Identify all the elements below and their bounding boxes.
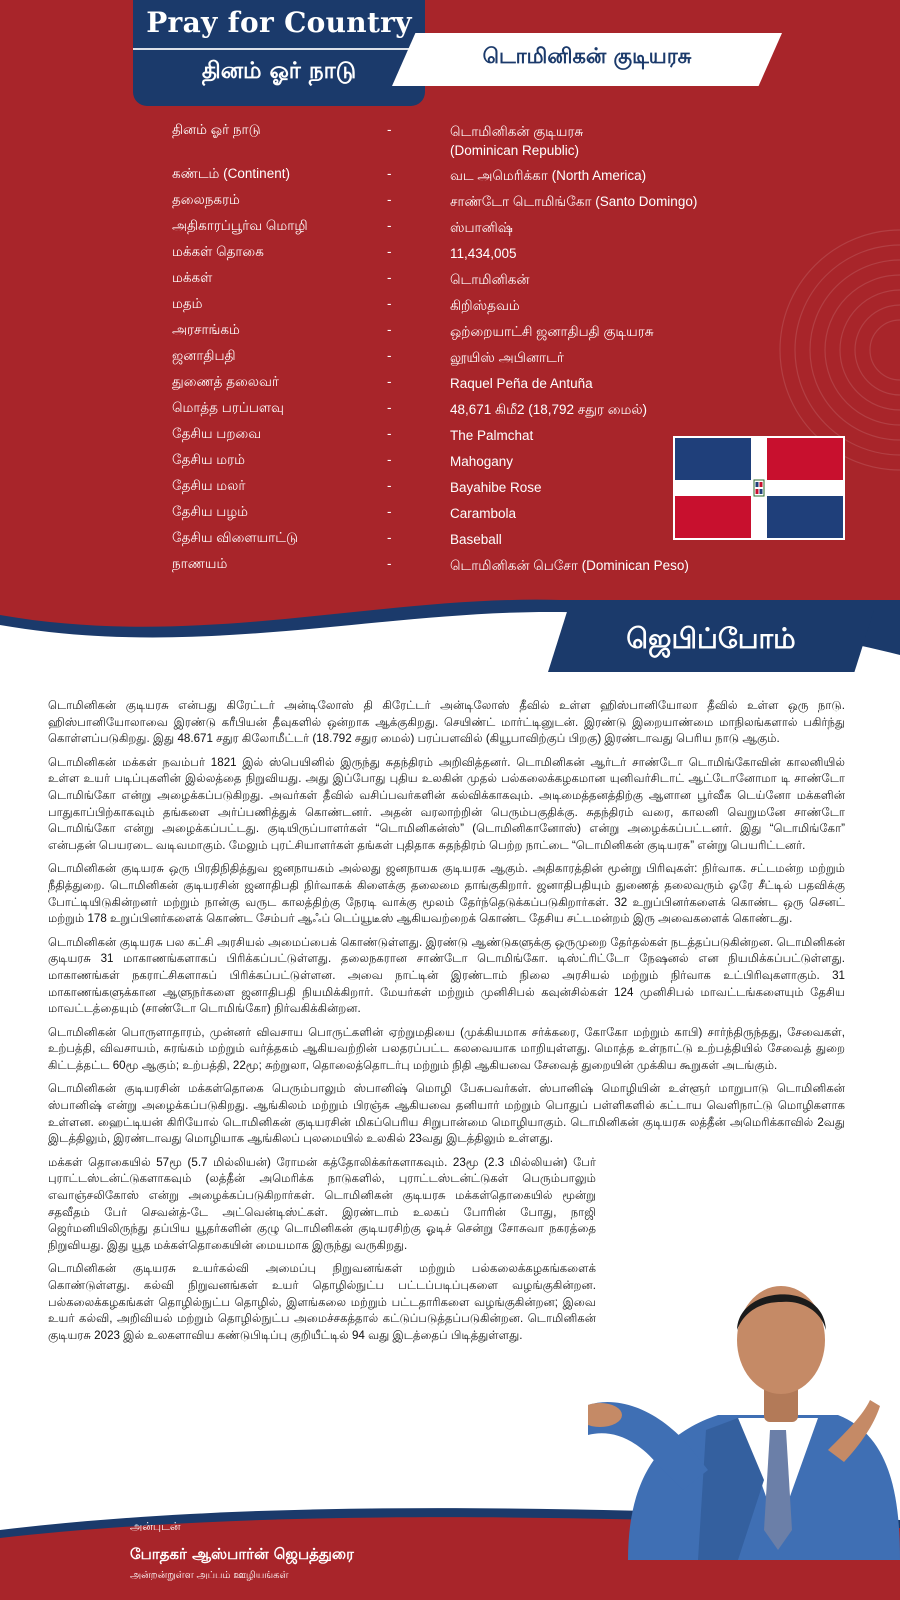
- fact-separator: -: [387, 556, 392, 571]
- fact-separator: -: [387, 426, 392, 441]
- fact-separator: -: [387, 478, 392, 493]
- pastor-photo: [588, 1230, 900, 1560]
- fact-row: [172, 190, 732, 216]
- fact-row: [172, 120, 732, 164]
- fact-label: மொத்த பரப்பளவு: [172, 400, 284, 415]
- fact-row: [172, 476, 732, 502]
- fact-label: அதிகாரப்பூர்வ மொழி: [172, 218, 308, 233]
- fact-value: Bayahibe Rose: [450, 480, 542, 495]
- fact-label: தேசிய பழம்: [172, 504, 249, 519]
- signature-role: அன்றன்றுள்ள அப்பம் ஊழியங்கள்: [130, 1570, 289, 1581]
- fact-value: ஸ்பானிஷ்: [450, 220, 513, 235]
- fact-label: தினம் ஓர் நாடு: [172, 122, 261, 137]
- fact-value: லூயிஸ் அபினாடர்: [450, 350, 564, 365]
- fact-label: தேசிய மரம்: [172, 452, 245, 467]
- fact-label: மதம்: [172, 296, 203, 311]
- fact-separator: -: [387, 400, 392, 415]
- fact-label: மக்கள் தொகை: [172, 244, 264, 259]
- signature-name: போதகர் ஆஸ்பார்ன் ஜெபத்துரை: [130, 1545, 354, 1563]
- pray-heading: ஜெபிப்போம்: [626, 622, 796, 655]
- fact-value: [450, 122, 750, 160]
- fact-separator: -: [387, 244, 392, 259]
- fact-label: தேசிய பறவை: [172, 426, 262, 441]
- fact-value: Raquel Peña de Antuña: [450, 376, 593, 391]
- fact-separator: -: [387, 374, 392, 389]
- country-title: டொமினிகன் குடியரசு: [482, 44, 692, 68]
- fact-separator: -: [387, 218, 392, 233]
- article-paragraph: டொமினிகன் குடியரசு உயர்கல்வி அமைப்பு நிறுவனங்கள் மற்றும் பல்கலைக்கழகங்களைக் கொண்டுள்ளது. கல்வி நிறுவனங்கள் உயர் தொழில்நுட்ப பட்டப்படிப்புகளை வழங்குகின்றன. பல்கலைக்கழகங்கள் தொழில்நுட்ப தொழில், இளங்கலை மற்றும் பட்டதாரிகளை வழங்குகின்றன; இவை உயர் கல்வி, அறிவியல் மற்றும் தொழில்நுட்ப அமைச்சகத்தால் கட்டுப்படுத்தப்படுகின்றன. டொமினிகன் குடியரசு 2023 இல் உலகளாவிய கண்டுபிடிப்பு குறியீட்டில் 94 வது இடத்தைப் பிடித்துள்ளது.: [48, 1262, 596, 1342]
- fact-row: [172, 502, 732, 528]
- fact-value: வட அமெரிக்கா (North America): [450, 168, 647, 183]
- fact-value: சாண்டோ டொமிங்கோ (Santo Domingo): [450, 194, 698, 209]
- fact-separator: -: [387, 296, 392, 311]
- fact-row: [172, 554, 732, 580]
- article-paragraph: டொமினிகன் மக்கள் நவம்பர் 1821 இல் ஸ்பெயினில் இருந்து சுதந்திரம் அறிவித்தனர். டொமினிகன் ஆர்டர் சாண்டோ டொமிங்கோவின் காலனியில் உள்ள உயர் படிப்புகளின் இல்லத்தை நிறுவியது. அது இப்போது புதிய உலகின் முதல் பல்கலைக்கழகமான யுனிவர்சிடாட் ஆட்டோனோமா டி சாண்டோ டொமிங்கோ என்று அழைக்கப்படுகிறது. அவர்கள் தீவில் வசிப்பவர்களின் கல்விக்காகவும். அடிமைத்தனத்திற்கு ஆளான பூர்வீக டெய்னோ மக்களின் பாதுகாப்பிற்காகவும் தங்களை அர்ப்பணித்துக் கொண்டனர். அதன் வரலாற்றின் பெரும்பகுதிக்கு. சுதந்திரம் வரை, காலனி வெறுமனே சாண்டோ டொமிங்கோ என்று அழைக்கப்பட்டது. குடியிருப்பாளர்கள் “டொமினிகன்ஸ்” (டொமினிகானோஸ்) என்று அழைக்கப்பட்டனர். இது “டொமிங்கோ” என்பதன் பெயரடை வடிவமாகும். மேலும் புரட்சியாளர்கள் தங்கள் புதிதாக சுதந்திரம் பெற்ற நாட்டை “டொமினிகன் குடியரசு” என்று பெயரிட்டனர்.: [48, 755, 845, 852]
- fact-separator: -: [387, 348, 392, 363]
- fact-value: டொமினிகன்: [450, 272, 530, 287]
- fact-value: The Palmchat: [450, 428, 534, 443]
- article-paragraph: டொமினிகன் குடியரசு பல கட்சி அரசியல் அமைப்பைக் கொண்டுள்ளது. இரண்டு ஆண்டுகளுக்கு ஒருமுறை தேர்தல்கள் நடத்தப்படுகின்றன. டொமினிகன் குடியரசு 31 மாகாணங்களாகப் பிரிக்கப்பட்டுள்ளது. தலைநகரான சாண்டோ டொமிங்கோ. டிஸ்ட்ரிட்டோ நேஷனல் என நியமிக்கப்பட்டுள்ளது. மாகாணங்கள் நகராட்சிகளாகப் பிரிக்கப்பட்டுள்ளன. அவை நாட்டின் இரண்டாம் நிலை அரசியல் மற்றும் நிர்வாக உட்பிரிவுகளாகும். 31 மாகாணங்களுக்கான ஆளுநர்களை ஜனாதிபதி நியமிக்கிறார். மேயர்கள் மற்றும் முனிசிபல் கவுன்சில்கள் 124 முனிசிபல் மாவட்டங்களையும் தேசிய மாவட்டத்தையும் (சாண்டோ டொமிங்கோ) நிர்வகிக்கின்றன.: [48, 935, 845, 1016]
- header-badge: [133, 0, 425, 106]
- fact-row: [172, 294, 732, 320]
- dominican-flag-image: [673, 436, 845, 540]
- fact-label: நாணயம்: [172, 556, 228, 571]
- fact-separator: -: [387, 504, 392, 519]
- fact-separator: -: [387, 122, 392, 137]
- fact-value: Mahogany: [450, 454, 514, 469]
- fact-value-line: டொமினிகன் குடியரசு: [450, 124, 584, 139]
- fact-value: 48,671 கிமீ2 (18,792 சதுர மைல்): [450, 402, 648, 417]
- article-paragraph: டொமினிகன் பொருளாதாரம், முன்னர் விவசாய பொருட்களின் ஏற்றுமதியை (முக்கியமாக சர்க்கரை, கோகோ மற்றும் காபி) சார்ந்திருந்தது, சேவைகள், உற்பத்தி, விவசாயம், சுரங்கம் மற்றும் வர்த்தகம் ஆகியவற்றின் பலதரப்பட்ட கலவையாக மாறியுள்ளது. மொத்த உள்நாட்டு உற்பத்தியில் சேவைத் துறை கிட்டத்தட்ட 60மூ ஆகும்; உற்பத்தி, 22மூ; சுற்றுலா, தொலைத்தொடர்பு மற்றும் நிதி ஆகியவை சேவைத் துறையின் முக்கிய கூறுகள் அடங்கும்.: [48, 1025, 845, 1072]
- article-paragraph: மக்கள் தொகையில் 57மூ (5.7 மில்லியன்) ரோமன் கத்தோலிக்கர்களாகவும். 23மூ (2.3 மில்லியன்) பேர் புராட்டஸ்டன்ட்டுகளாகவும் (லத்தீன் அமெரிக்க நாடுகளில், புராட்டஸ்டன்ட்டுகள் பெரும்பாலும் எவாஞ்சலிகோஸ் என்று அழைக்கப்படுகிறார்கள். டொமினிகன் குடியரசு மக்கள்தொகையில் மூன்று சதவீதம் பேர் செவன்த்-டே அட்வென்டிஸ்ட்கள். இரண்டாம் உலகப் போரின் போது, நாஜி ஜெர்மனியிலிருந்து தப்பிய யூதர்களின் குழு டொமினிகன் குடியரசிற்கு ஓடிச் சென்று சோசுவா நகரத்தை நிறுவியது. இது யூத மக்கள்தொகையின் மையமாக இருந்து வருகிறது.: [48, 1155, 596, 1252]
- fact-row: [172, 268, 732, 294]
- badge-divider: [133, 48, 425, 50]
- fact-value: Baseball: [450, 532, 502, 547]
- fact-label: தேசிய விளையாட்டு: [172, 530, 299, 545]
- fact-row: [172, 164, 732, 190]
- fact-separator: -: [387, 270, 392, 285]
- fact-row: [172, 398, 732, 424]
- fact-separator: -: [387, 322, 392, 337]
- signature-intro: அன்புடன்: [130, 1521, 181, 1533]
- fact-label: அரசாங்கம்: [172, 322, 240, 337]
- fact-value: டொமினிகன் பெசோ (Dominican Peso): [450, 558, 689, 573]
- fact-separator: -: [387, 452, 392, 467]
- fact-label: ஜனாதிபதி: [172, 348, 236, 363]
- fact-row: [172, 242, 732, 268]
- fact-label: மக்கள்: [172, 270, 213, 285]
- fact-row: [172, 424, 732, 450]
- article-paragraph: டொமினிகன் குடியரசு ஒரு பிரதிநிதித்துவ ஜனநாயகம் அல்லது ஜனநாயக குடியரசு ஆகும். அதிகாரத்தின் மூன்று பிரிவுகள்: நிர்வாக. சட்டமன்ற மற்றும் நீதித்துறை. டொமினிகன் குடியரசின் ஜனாதிபதி நிர்வாகக் கிளைக்கு தலைமை தாங்குகிறார். ஜனாதிபதியும் துணைத் தலைவரும் ஒரே சீட்டில் பதவிக்கு போட்டியிடுகின்றனர் மற்றும் நான்கு வருட காலத்திற்கு நேரடி வாக்கு மூலம் தேர்ந்தெடுக்கப்படுகிறார்கள். 32 உறுப்பினர்களைக் கொண்ட ஒரு செனட் மற்றும் 178 உறுப்பினர்களைக் கொண்ட சேம்பர் ஆஃப் டெப்யூடீஸ் ஆகியவற்றைக் கொண்ட தேசிய சட்டமன்றம் இரு அவைகளைக் கொண்டது.: [48, 862, 845, 926]
- fact-separator: -: [387, 166, 392, 181]
- article-paragraph: டொமினிகன் குடியரசு என்பது கிரேட்டர் அன்டிலோஸ் தி கிரேட்டர் அன்டிலோஸ் தீவில் உள்ள ஹிஸ்பானியோலா தீவில் உள்ள ஒரு நாடு. ஹிஸ்பானியோலாவை இரண்டு கரீபியன் தீவுகளில் ஒன்றாக ஆக்குகிறது. செயிண்ட் மார்ட்டினுடன். இரண்டு இறையாண்மை மாநிலங்களால் பகிர்ந்து கொள்ளப்படுகிறது. இது 48.671 சதுர கிலோமீட்டர் (18.792 சதுர மைல்) பரப்பளவில் (கியூபாவிற்குப் பிறகு) இரண்டாவது பெரிய நாடு ஆகும்.: [48, 699, 845, 746]
- fact-row: [172, 320, 732, 346]
- fact-row: [172, 216, 732, 242]
- facts-table: [172, 120, 732, 580]
- fact-label: துணைத் தலைவர்: [172, 374, 279, 389]
- fact-label: கண்டம் (Continent): [172, 166, 290, 181]
- fact-value: 11,434,005: [450, 246, 517, 261]
- fact-value: கிறிஸ்தவம்: [450, 298, 520, 313]
- fact-row: [172, 346, 732, 372]
- badge-title-tamil: தினம் ஓர் நாடு: [201, 58, 357, 84]
- fact-separator: -: [387, 192, 392, 207]
- fact-label: தேசிய மலர்: [172, 478, 246, 493]
- fact-value-line: (Dominican Republic): [450, 143, 580, 158]
- fact-row: [172, 450, 732, 476]
- badge-title-english: Pray for Country: [146, 6, 412, 39]
- fact-value: ஒற்றையாட்சி ஜனாதிபதி குடியரசு: [450, 324, 654, 339]
- fact-row: [172, 372, 732, 398]
- fact-row: [172, 528, 732, 554]
- fact-value: Carambola: [450, 506, 517, 521]
- fact-label: தலைநகரம்: [172, 192, 240, 207]
- fact-separator: -: [387, 530, 392, 545]
- article-paragraph: டொமினிகன் குடியரசின் மக்கள்தொகை பெரும்பாலும் ஸ்பானிஷ் மொழி பேசுபவர்கள். ஸ்பானிஷ் மொழியின் உள்ளூர் மாறுபாடு டொமினிகன் ஸ்பானிஷ் என்று அழைக்கப்படுகிறது. ஆங்கிலம் மற்றும் பிரஞ்சு ஆகியவை தனியார் மற்றும் பொதுப் பள்ளிகளில் கட்டாய வெளிநாட்டு மொழிகளாக உள்ளன. ஹைட்டியன் கிரியோல் டொமினிகன் குடியரசின் மிகப்பெரிய சிறுபான்மை மொழியாகும். டொமினிகன் குடியரசு லத்தீன் அமெரிக்காவில் 2வது இடத்திலும், இரண்டாவது மொழியாக ஆங்கிலப் புலமையில் உலகில் 23வது இடத்திலும் உள்ளது.: [48, 1082, 845, 1146]
